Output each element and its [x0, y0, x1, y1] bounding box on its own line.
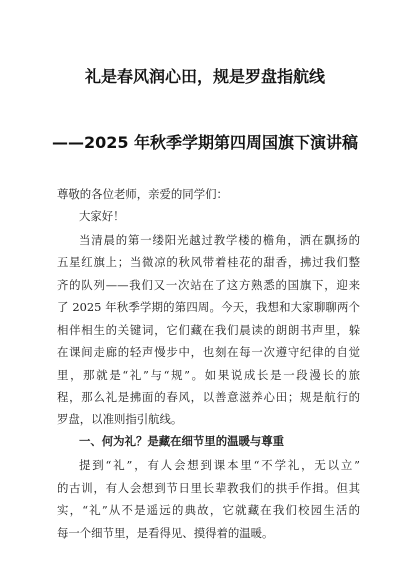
paragraph-1-line-6: 在课间走廊的轻声慢步中，也刻在每一次遵守纪律的自觉 [57, 345, 360, 359]
greeting: 大家好！ [79, 209, 125, 223]
paragraph-1-line-7: 里，那就是“礼”与“规”。如果说成长是一段漫长的旅 [57, 368, 360, 382]
document-subtitle: ——2025 年秋季学期第四周国旗下演讲稿 [51, 133, 359, 152]
salutation: 尊敬的各位老师，亲爱的同学们： [57, 187, 228, 201]
paragraph-1-line-5: 相伴相生的关键词，它们藏在我们晨读的朗朗书声里，躲 [57, 323, 360, 337]
paragraph-1-line-2: 五星红旗上；当微凉的秋风带着桂花的甜香，拂过我们整 [57, 255, 360, 269]
paragraph-1-line-4: 了 2025 年秋季学期的第四周。今天，我想和大家聊聊两个 [57, 300, 360, 314]
paragraph-2-line-1: 提到“礼”，有人会想到课本里“不学礼，无以立” [79, 458, 360, 472]
document-title: 礼是春风润心田，规是罗盘指航线 [84, 67, 325, 86]
paragraph-1-line-3: 齐的队列——我们又一次站在了这方熟悉的国旗下，迎来 [57, 278, 360, 292]
paragraph-1-line-1: 当清晨的第一缕阳光越过教学楼的檐角，洒在飘扬的 [79, 233, 360, 247]
paragraph-1-line-8: 程，那么礼是拂面的春风，以善意滋养心田；规是航行的 [57, 390, 360, 404]
paragraph-2-line-4: 每一个细节里，是看得见、摸得着的温暖。 [57, 526, 274, 540]
paragraph-2-line-3: 实，“礼”从不是遥远的典故，它就藏在我们校园生活的 [57, 503, 360, 517]
paragraph-2-line-2: 的古训，有人会想到节日里长辈教我们的拱手作揖。但其 [57, 481, 360, 495]
section-heading-1: 一、何为礼？是藏在细节里的温暖与尊重 [79, 434, 285, 448]
paragraph-1-line-9: 罗盘，以准则指引航线。 [57, 412, 183, 426]
